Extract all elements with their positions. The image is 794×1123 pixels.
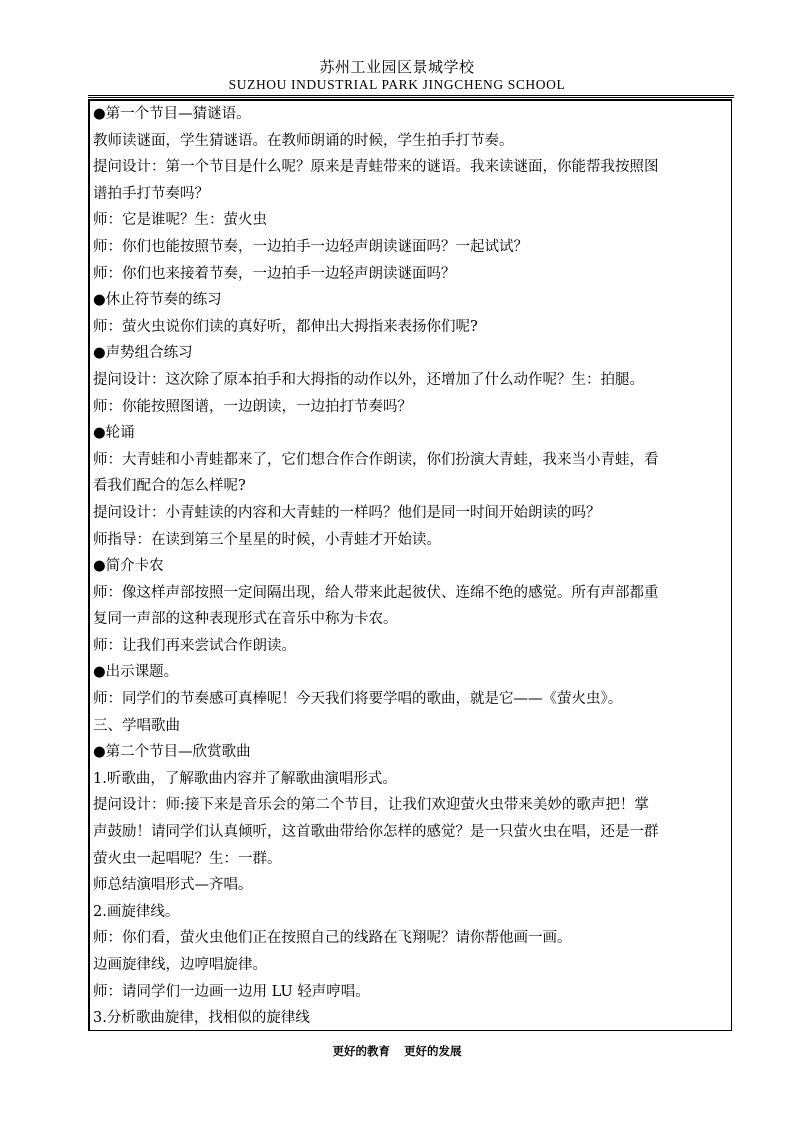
line: 声鼓励！请同学们认真倾听，这首歌曲带给你怎样的感觉？是一只萤火虫在唱，还是一群 <box>93 824 659 841</box>
line: 3.分析歌曲旋律，找相似的旋律线 <box>93 1010 310 1027</box>
section-round: ●轮诵 <box>93 425 135 442</box>
section-topic: ●出示课题。 <box>93 664 179 681</box>
line: 师：你们看，萤火虫他们正在按照自己的线路在飞翔呢？请你帮他画一画。 <box>93 930 572 947</box>
line: 师：你能按照图谱，一边朗读，一边拍打节奏吗？ <box>93 398 412 415</box>
header-rule-secondary <box>88 97 734 98</box>
line: 萤火虫一起唱呢？生：一群。 <box>93 850 282 867</box>
footer-slogan: 更好的教育 更好的发展 <box>332 1044 462 1058</box>
section-rest-rhythm: ●休止符节奏的练习 <box>93 292 222 309</box>
line: 师：萤火虫说你们读的真好听，都伸出大拇指来表扬你们呢? <box>93 318 478 335</box>
section-learn-song: 三、学唱歌曲 <box>93 717 180 734</box>
line: 提问设计：师:接下来是音乐会的第二个节目，让我们欢迎萤火虫带来美妙的歌声把！掌 <box>93 797 649 814</box>
school-name-cn: 苏州工业园区景城学校 <box>319 58 475 76</box>
line: 提问设计：小青蛙读的内容和大青蛙的一样吗？他们是同一时间开始朗读的吗？ <box>93 504 601 521</box>
line: 师：你们也来接着节奏，一边拍手一边轻声朗读谜面吗？ <box>93 265 456 282</box>
school-name-en: SUZHOU INDUSTRIAL PARK JINGCHENG SCHOOL <box>228 77 566 92</box>
line: 师总结演唱形式—齐唱。 <box>93 877 253 894</box>
section-appreciate-song: ●第二个节目—欣赏歌曲 <box>93 744 251 761</box>
line: 师：你们也能按照节奏，一边拍手一边轻声朗读谜面吗？一起试试？ <box>93 238 528 255</box>
line: 师：像这样声部按照一定间隔出现，给人带来此起彼伏、连绵不绝的感觉。所有声部都重 <box>93 584 659 601</box>
line: 师指导：在读到第三个星星的时候，小青蛙才开始读。 <box>93 531 441 548</box>
line: 看我们配合的怎么样呢? <box>93 478 246 495</box>
line: 师：请同学们一边画一边用 LU 轻声哼唱。 <box>93 983 370 1000</box>
line: 边画旋律线，边哼唱旋律。 <box>93 957 267 973</box>
line: 2.画旋律线。 <box>93 903 180 920</box>
line: 1.听歌曲，了解歌曲内容并了解歌曲演唱形式。 <box>93 770 397 787</box>
line: 师：大青蛙和小青蛙都来了，它们想合作合作朗读，你们扮演大青蛙，我来当小青蛙，看 <box>93 451 659 468</box>
section-body-percussion: ●声势组合练习 <box>93 345 193 362</box>
line: 教师读谜面，学生猜谜语。在教师朗诵的时候，学生拍手打节奏。 <box>93 132 514 149</box>
line: 师：同学们的节奏感可真棒呢！今天我们将要学唱的歌曲，就是它——《萤火虫》。 <box>93 691 623 708</box>
line-segment-1-title: ●第一个节目—猜谜语。 <box>93 106 251 122</box>
line: 复同一声部的这种表现形式在音乐中称为卡农。 <box>93 611 398 628</box>
line: 提问设计：第一个节目是什么呢？原来是青蛙带来的谜语。我来读谜面，你能帮我按照图 <box>93 159 659 176</box>
lesson-content <box>93 101 723 1032</box>
header-rule <box>88 95 734 96</box>
line: 师：让我们再来尝试合作朗读。 <box>93 637 296 654</box>
line: 师：它是谁呢？生：萤火虫 <box>93 212 267 229</box>
section-canon: ●简介卡农 <box>93 558 164 575</box>
line: 提问设计：这次除了原本拍手和大拇指的动作以外，还增加了什么动作呢？生：拍腿。 <box>93 371 644 388</box>
line: 谱拍手打节奏吗？ <box>93 185 209 202</box>
